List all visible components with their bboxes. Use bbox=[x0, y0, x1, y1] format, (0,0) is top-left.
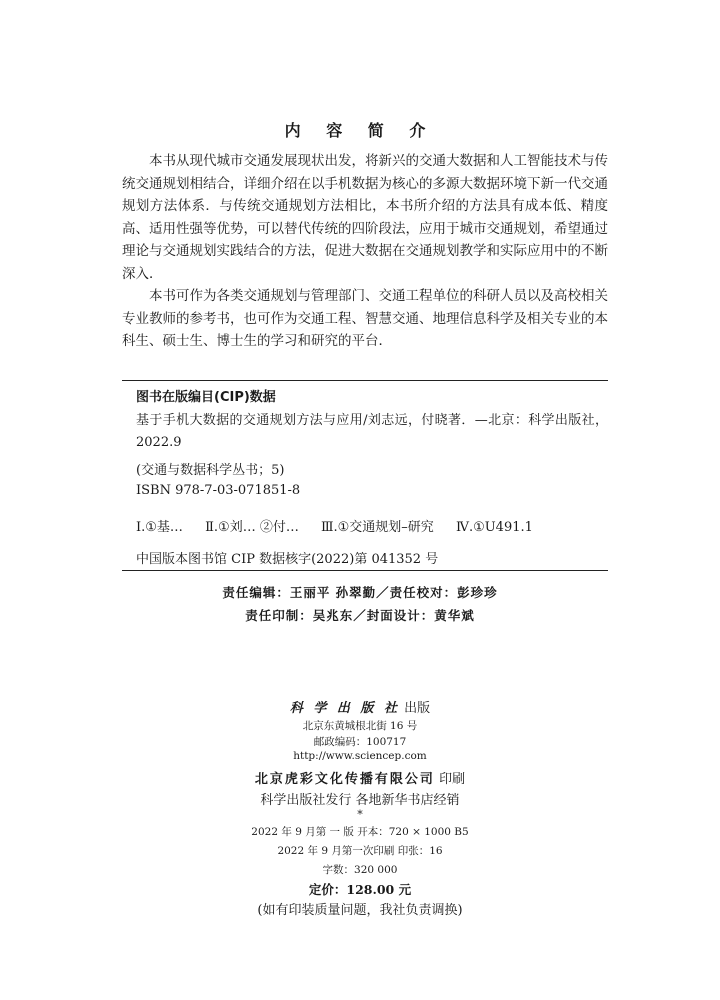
price: 定价：128.00 元 bbox=[308, 882, 412, 897]
publisher-suffix: 出版 bbox=[404, 701, 431, 716]
separator-star: * bbox=[357, 808, 363, 821]
word-count: 字数：320 000 bbox=[322, 864, 398, 876]
quality-notice: (如有印装质量问题，我社负责调换) bbox=[257, 903, 463, 918]
cip-class-1: Ⅰ.①基… bbox=[136, 520, 183, 535]
cip-class-2: Ⅱ.①刘… ②付… bbox=[205, 520, 299, 535]
cip-main-entry: 基于手机大数据的交通规划方法与应用/刘志远，付晓著．—北京：科学出版社，2022.9 bbox=[136, 413, 608, 450]
intro-title: 内 容 简 介 bbox=[284, 121, 436, 140]
publisher-line bbox=[0, 697, 720, 716]
printer-line bbox=[0, 768, 720, 787]
cip-class-4: Ⅳ.①U491.1 bbox=[455, 520, 533, 535]
distribution-line: 科学出版社发行 各地新华书店经销 bbox=[260, 793, 460, 808]
cip-isbn: ISBN 978-7-03-071851-8 bbox=[136, 483, 301, 498]
printer-name: 北京虎彩文化传播有限公司 bbox=[254, 772, 435, 787]
publisher-postcode: 邮政编码：100717 bbox=[313, 736, 407, 748]
publisher-website: http://www.sciencep.com bbox=[293, 750, 427, 762]
printing-line: 2022 年 9 月第一次印刷 印张：16 bbox=[277, 845, 443, 857]
intro-body bbox=[122, 150, 608, 353]
cip-library-number: 中国版本图书馆 CIP 数据核字(2022)第 041352 号 bbox=[136, 552, 439, 567]
cip-heading: 图书在版编目(CIP)数据 bbox=[136, 390, 276, 405]
intro-paragraph-1: 本书从现代城市交通发展现状出发，将新兴的交通大数据和人工智能技术与传统交通规划相结合，详细介绍在以手机数据为核心的多源大数据环境下新一代交通规划方法体系．与传统交通规划方法相比，本书所介绍的方法具有成本低、精度高、适用性强等优势，可以替代传统的四阶段法，应用于城市交通规划，希望通过理论与交通规划实践结合的方法，促进大数据在交通规划教学和实际应用中的不断深入． bbox=[122, 153, 608, 282]
printer-suffix: 印刷 bbox=[439, 772, 466, 787]
cip-series: (交通与数据科学丛书；5) bbox=[136, 463, 285, 478]
cip-class-3: Ⅲ.①交通规划–研究 bbox=[320, 520, 434, 535]
intro-paragraph-2: 本书可作为各类交通规划与管理部门、交通工程单位的科研人员以及高校相关专业教师的参考书，也可作为交通工程、智慧交通、地理信息科学及相关专业的本科生、硕士生、博士生的学习和研究的平台． bbox=[122, 288, 608, 349]
cip-classification bbox=[136, 516, 608, 535]
edition-line: 2022 年 9 月第 一 版 开本：720 × 1000 B5 bbox=[251, 826, 469, 838]
publisher-address: 北京东黄城根北街 16 号 bbox=[302, 720, 418, 732]
cip-bottom-rule bbox=[122, 570, 608, 571]
credits-production: 责任印制：吴兆东／封面设计：黄华斌 bbox=[245, 608, 475, 623]
cip-top-rule bbox=[122, 380, 608, 381]
publisher-name: 科 学 出 版 社 bbox=[289, 701, 400, 716]
credits-editors: 责任编辑：王丽平 孙翠勤／责任校对：彭珍珍 bbox=[222, 585, 498, 600]
